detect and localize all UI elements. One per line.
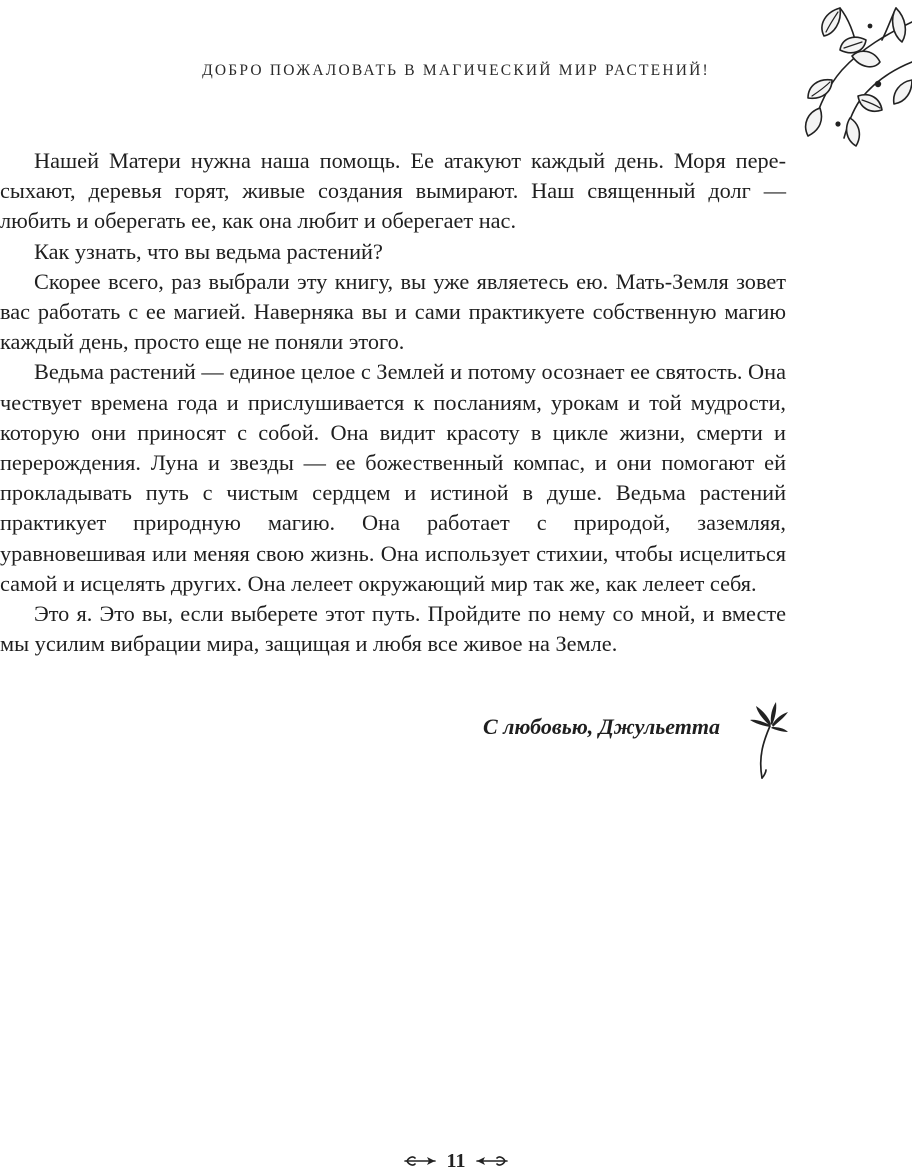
paragraph: Скорее всего, раз выбрали эту книгу, вы уже являетесь ею. Мать-Земля зовет вас работать с ее магией. Наверняка вы и сами практикуете собственную магию каждый день, просто еще не поняли этого. xyxy=(0,268,786,355)
signature: С любовью, Джульетта xyxy=(482,714,720,739)
paragraph: Нашей Матери нужна наша помощь. Ее атакуют каждый день. Моря пересыхают, деревья горят, живые создания вымирают. Наш священный долг — любить и оберегать ее, как она любит и оберегает нас. xyxy=(0,148,786,234)
left-flourish-icon xyxy=(403,1154,437,1168)
paragraph: Как узнать, что вы ведьма растений? xyxy=(34,238,383,264)
page-number: 11 xyxy=(446,1149,466,1172)
page-footer xyxy=(0,1148,912,1174)
right-flourish-icon xyxy=(475,1154,509,1168)
running-head: ДОБРО ПОЖАЛОВАТЬ В МАГИЧЕСКИЙ МИР РАСТЕНИЙ! xyxy=(202,62,710,79)
signature-block xyxy=(0,700,912,790)
paragraph: Это я. Это вы, если выберете этот путь. Пройдите по нему со мной, и вместе мы усилим вибрации мира, защищая и любя все живое на Земле. xyxy=(0,601,786,657)
flower-sprig-icon xyxy=(742,700,792,782)
paragraph: Ведьма растений — единое целое с Землей и потому осознает ее святость. Она чествует времена года и прислушивается к посланиям, урокам и той мудрости, которую они приносят с собой. Она видит красоту в цикле жизни, смерти и перерождения. Луна и звезды — ее божественный компас, и они помогают ей прокладывать путь с чистым сердцем и истиной в душе. Ведьма растений практикует природную магию. Она работает с природой, заземляя, уравновешивая или меняя свою жизнь. Она использует стихии, чтобы исцелиться самой и исцелять других. Она лелеет окружающий мир так же, как лелеет себя. xyxy=(0,359,786,596)
body-text xyxy=(0,146,786,659)
botanical-vine-icon xyxy=(762,0,912,150)
